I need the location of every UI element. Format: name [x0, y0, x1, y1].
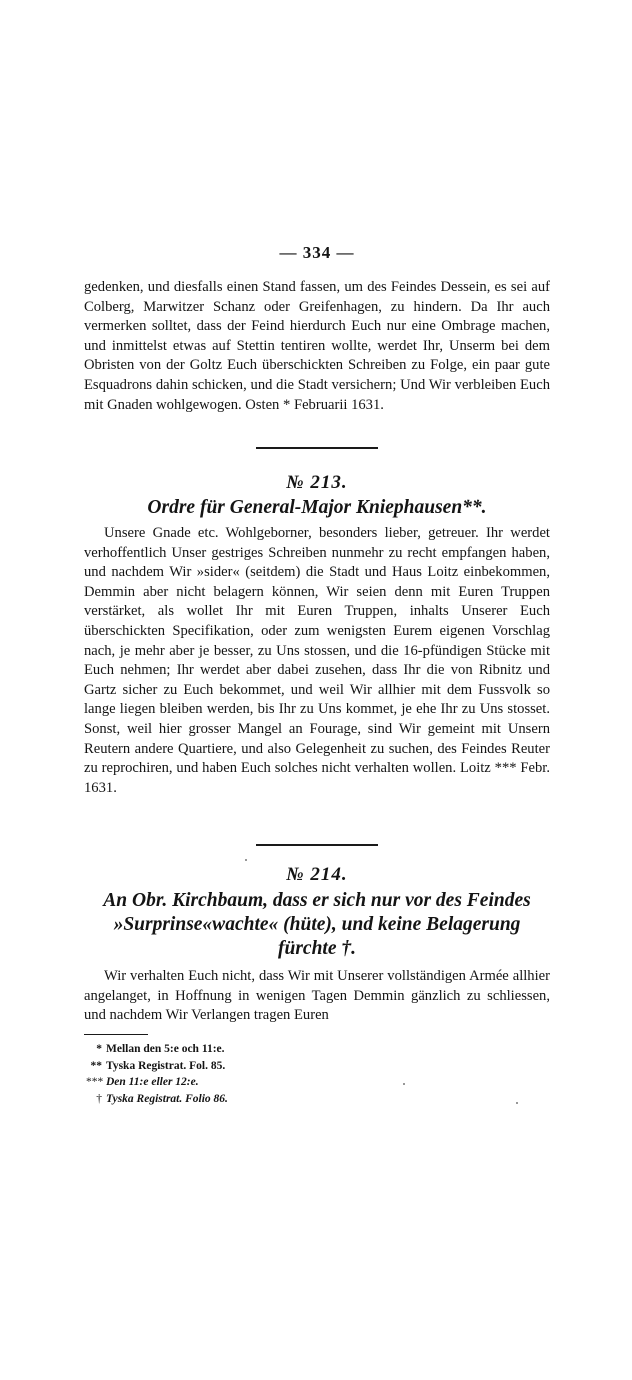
footnote: † Tyska Registrat. Folio 86.: [96, 1092, 228, 1105]
document-body-213: Unsere Gnade etc. Wohlgeborner, besonders lieber, getreuer. Ihr werdet verhoffentlich Unser gestriges Schreiben nunmehr zu recht empfangen haben, und nachdem Wir »sider« (seitdem) die Stadt und Haus Loitz einbekommen, Demmin aber nicht belagern können, Wir seien denn mit Euren Truppen verstärket, als wollet Ihr mit Euren Truppen, inhalts Unserer Euch überschickten Specifikation, oder zum wenigsten Eurem eigenen Vorschlag nach, je mehr aber je besser, zu Uns stossen, und die 16-pfündigen Stücke mit Euch nehmen; Ihr werdet aber dabei zusehen, dass Ihr die von Ribnitz und Gartz sicher zu Euch bekommet, und weil Wir allhier mit dem Fussvolk so lange liegen bleiben werden, bis Ihr zu Uns kommet, je ehe Ihr zu Uns stosset. Sonst, weil hier grosser Mangel an Fourage, sind Wir gemeint mit Unsern Reutern andere Quartiere, und also Gelegenheit zu suchen, des Feindes Reuter zu reprochiren, und haben Euch solches nicht verhalten wollen. Loitz *** Febr. 1631.: [84, 525, 550, 796]
document-title-214: An Obr. Kirchbaum, dass er sich nur vor des Feindes »Surprinse«wachte« (hüte), und keine Belagerung fürchte †.: [103, 890, 531, 959]
footnote: * Mellan den 5:e och 11:e.: [96, 1043, 225, 1055]
footnote: ** Tyska Registrat. Fol. 85.: [90, 1059, 226, 1072]
footnote: *** Den 11:e eller 12:e.: [86, 1076, 199, 1088]
paragraph-continuation: gedenken, und diesfalls einen Stand fassen, um des Feindes Dessein, es sei auf Colberg, Marwitzer Schanz oder Greifenhagen, zu hindern. Da Ihr auch vermerken solltet, dass der Feind hierdurch Euch nur eine Ombrage machen, und inmittelst etwas auf Stettin tentiren wollte, werdet Ihr, Unserm bei dem Obristen von der Goltz Euch überschickten Schreiben zu Folge, ein paar gute Esquadrons dahin schicken, und die Stadt versichern; Und Wir verbleiben Euch mit Gnaden wohlgewogen. Osten * Februarii 1631.: [84, 279, 550, 413]
document-title-213: Ordre für General-Major Kniephausen**.: [147, 497, 487, 518]
document-number-214: № 214.: [286, 864, 348, 885]
section-divider: [256, 447, 378, 449]
document-body-214: Wir verhalten Euch nicht, dass Wir mit Unserer vollständigen Armée allhier angelanget, in Hoffnung in wenigen Tagen Demmin gänzlich zu schliessen, und nachdem Wir Verlangen tragen Euren: [84, 968, 550, 1024]
page-number: — 334 —: [279, 243, 355, 262]
section-divider: [256, 844, 378, 846]
scan-speck: [403, 1083, 405, 1085]
scan-speck: [245, 859, 247, 861]
document-number-213: № 213.: [286, 472, 348, 493]
footnote-separator: [84, 1034, 148, 1035]
footnotes: [84, 1041, 550, 1107]
scan-speck: [516, 1102, 518, 1104]
